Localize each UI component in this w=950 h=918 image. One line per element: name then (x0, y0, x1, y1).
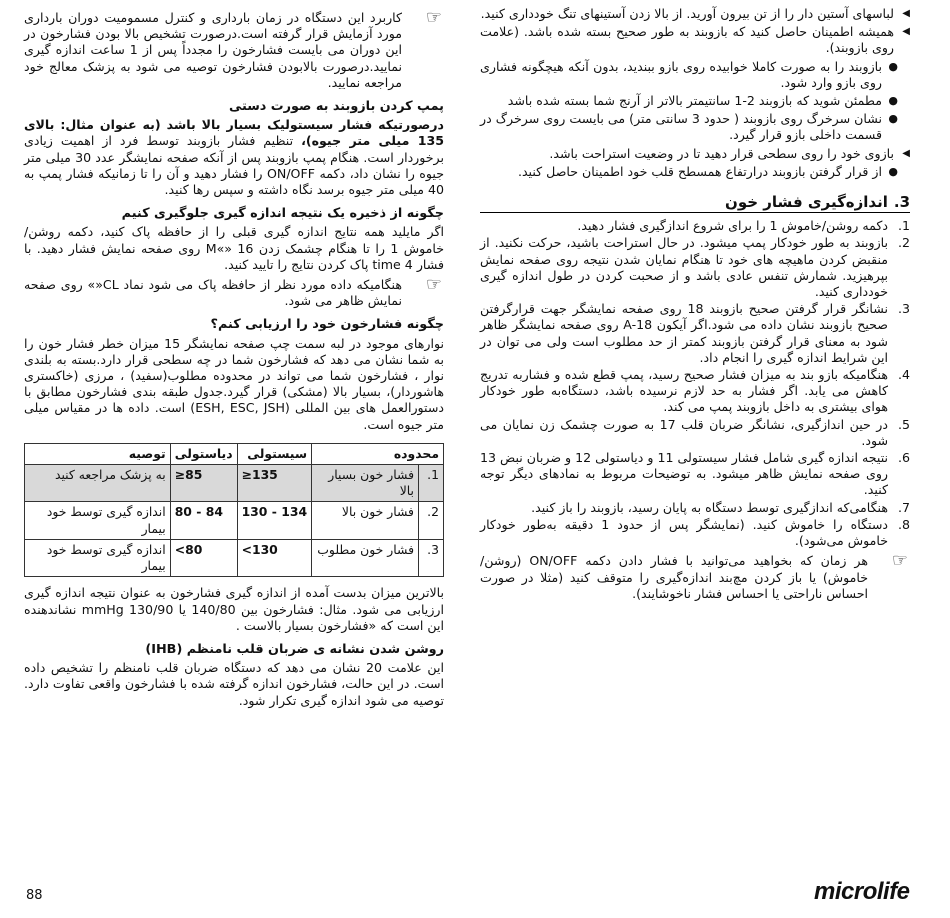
page-number: 88 (26, 888, 43, 903)
diastolic-cell: ≥85 (170, 465, 237, 502)
diastolic-cell: 80 - 84 (170, 502, 237, 539)
table-row (25, 465, 444, 502)
right-column (480, 6, 910, 608)
row-index: 1. (419, 465, 444, 502)
step-item (480, 367, 910, 416)
step-number: 2. (897, 235, 910, 251)
clear-memory-heading: چگونه از ذخیره یک نتیجه اندازه گیری جلوگیری کنیم (121, 206, 444, 222)
sub-bullet-item: ● نشان سرخرگ روی بازوبند ( حدود 3 سانتی متر) می بایست روی سرخرگ در قسمت داخلی بازو قرار گیرد. (480, 111, 898, 143)
recommendation-cell: اندازه گیری توسط خود بیمار (25, 502, 171, 539)
bullet-item: ◀ لباسهای آستین دار را از تن بیرون آورید. از بالا زدن آستینهای تنگ خودداری کنید. (480, 6, 910, 21)
step-text: دکمه روشن/خاموش 1 را برای شروع اندازگیری فشار دهید. (577, 218, 888, 234)
manual-pump-text: درصورتیکه فشار سیستولیک بسیار بالا باشد (به عنوان مثال: بالای 135 میلی متر جیوه)، تنظیم فشار بازوبند توسط فرد از اهمیت زیادی برخوردار است. هنگام پمپ بازوبند پس از آنکه صفحه نمایشگر عدد 30 میلی متر جیوه را نشان داد، دکمه ON/OFF را فشار دهید و آن را تا زمانیکه فشار پمپ به 40 میلی متر جیوه برسد نگاه داشته و سپس رها کنید. (24, 117, 445, 198)
blood-pressure-table (24, 443, 444, 577)
note-block: ☞ هر زمان که بخواهید می‌توانید با فشار دادن دکمه ON/OFF (روشن/خاموش) یا باز کردن مچ‌بند اندازه‌گیری را متوقف کنید (مثلا در صورت احساس ناراحتی یا احساس فشار ناخوشایند). (480, 550, 908, 601)
table-row (25, 539, 444, 576)
clear-memory-text: اگر مایلید همه نتایج اندازه گیری قبلی را از حافظه پاک کنید، دکمه روشن/خاموش 1 را تا هنگام چشمک زدن M«» 16 روی صفحه نمایش فشار دهید. با فشار time 4 پاک کردن نتایج را تایید کنید. (24, 224, 444, 272)
step-number: 5. (897, 416, 910, 432)
step-item (480, 218, 910, 234)
step-text: در حین اندازگیری، نشانگر ضربان قلب 17 به صورت چشمک زن نمایان می شود. (480, 416, 888, 448)
step-number: 1. (897, 218, 910, 234)
left-column (24, 6, 444, 713)
step-text: هنگامی‌که اندازگیری توسط دستگاه به پایان رسید، بازوبند را باز کنید. (531, 499, 888, 515)
recommendation-cell: به پزشک مراجعه کنید (25, 465, 171, 502)
dot-bullet-icon: ● (888, 59, 898, 73)
after-table-text: بالاترین میزان بدست آمده از اندازه گیری فشارخون به عنوان نتیجه اندازه گیری ارزیابی می شود. مثال: فشارخون بین 140/80 یا 130/90 mmHg نشاندهنده این است که «فشارخون بسیار بالاست . (24, 585, 444, 633)
step-number: 4. (897, 367, 910, 383)
step-number: 3. (897, 301, 910, 317)
step-item (480, 500, 910, 516)
microlife-logo: microlife (814, 878, 910, 905)
row-index: 3. (419, 539, 444, 576)
step-number: 6. (897, 450, 910, 466)
triangle-bullet-icon: ◀ (902, 26, 910, 38)
sub-bullet-item: ● از قرار گرفتن بازوبند درارتفاع همسطح قلب خود اطمینان حاصل کنید. (517, 163, 898, 179)
dot-bullet-icon: ● (888, 164, 898, 178)
step-item (480, 417, 910, 449)
step-item (480, 235, 910, 300)
pointing-hand-icon: ☞ (425, 274, 442, 296)
header-diastolic: دیاستولی (170, 443, 237, 464)
header-recommendation: توصیه (25, 443, 171, 464)
step-text: دستگاه را خاموش کنید. (نمایشگر پس از حدود 1 دقیقه به‌طور خودکار خاموش می‌شود). (480, 516, 888, 549)
row-index: 2. (419, 502, 444, 539)
step-text: بازوبند به طور خودکار پمپ میشود. در حال استراحت باشید، حرکت نکنید. از منقبض کردن ماهیچه های خود تا هنگام نمایان شدن نتیجه روی صفحه نمایش بپرهیزید. شمارش تنفس عادی باشد و از صحبت کردن در طول اندازه گیری خودداری کنید. (480, 235, 888, 300)
triangle-bullet-icon: ◀ (902, 8, 910, 19)
step-number: 8. (897, 516, 910, 532)
step-item (480, 517, 910, 549)
table-row (25, 502, 444, 539)
header-range: محدوده (312, 443, 444, 464)
bullet-item: ◀ بازوی خود را روی سطحی قرار دهید تا در وضعیت استراحت باشد. (549, 145, 910, 161)
systolic-cell: ≥135 (237, 465, 312, 502)
section-heading (480, 194, 910, 213)
step-text: نتیجه اندازه گیری شامل فشار سیستولی 11 و دیاستولی 12 و ضربان نبض 13 روی صفحه نمایش ظاهر میشود. به توضیحات مربوط به نمادهای دیگر توجه کنید. (480, 450, 889, 498)
range-cell: فشار خون مطلوب (312, 539, 419, 576)
pointing-hand-icon: ☞ (425, 7, 442, 28)
note-block: ☞ کاربرد این دستگاه در زمان بارداری و کنترل مسمومیت دوران بارداری مورد آزمایش قرار گرفته است.درصورت تشخیص بالا بودن فشارخون در این دوران می بایست فشارخون را مجدداً پس از 1 ساعت اندازه گیری نمایید.درصورت بالابودن فشارخون توصیه می شود به پزشک معالج خود مراجعه نمایید. (24, 7, 442, 90)
range-cell: فشار خون بسیار بالا (312, 465, 419, 502)
section-title: اندازه‌گیری فشار خون (725, 193, 888, 212)
steps-list (480, 218, 910, 549)
section-number: 3. (893, 193, 910, 212)
note-block: ☞ هنگامیکه داده مورد نظر از حافظه پاک می شود نماد CL«» روی صفحه نمایش ظاهر می شود. (24, 274, 442, 309)
sub-bullet-item: ● بازوبند را به صورت کاملا خوابیده روی بازو ببندید، بدون آنکه هیچگونه فشاری روی بازو وارد شود. (480, 58, 898, 90)
table-header-row (25, 443, 444, 464)
evaluate-heading: چگونه فشارخون خود را ارزیابی کنم؟ (210, 317, 444, 333)
step-text: نشانگر قرار گرفتن صحیح بازوبند 18 روی صفحه نمایشگر جهت قرارگرفتن صحیح بازوبند نشان داده می شود.اگر آیکون A-18 روی صفحه نمایشگر ظاهر شود به معنای قرار گرفتن بازوبند کمتر از حد مطلوب است ولی می توان در این شرایط اندازه گیری را انجام داد. (480, 301, 888, 365)
step-item (480, 450, 910, 499)
diastolic-cell: <80 (170, 539, 237, 576)
bullet-item: ◀ همیشه اطمینان حاصل کنید که بازوبند به طور صحیح بسته شده باشد. (علامت روی بازوبند). (480, 24, 910, 56)
evaluate-text: نوارهای موجود در لبه سمت چپ صفحه نمایشگر 15 میزان خطر فشار خون را به شما نشان می دهد که فشارخون شما در چه سطحی قرار دارد.بسته به بلندی نوار ، فشارخون شما می تواند در محدوده مطلوب(سفید) ، مرزی (خاکستری هاشوردار)، بسیار بالا (مشکی) قرار گیرد.جدول طبقه بندی فشارخون مطابق با دستورالعمل های بین المللی (ESH, ESC, JSH) است. داده ها در مقیاس میلی متر جیوه است. (24, 335, 444, 432)
dot-bullet-icon: ● (888, 94, 898, 108)
manual-pump-heading: پمپ کردن بازوبند به صورت دستی (229, 99, 444, 115)
step-text: هنگامیکه بازو بند به میزان فشار صحیح رسید، پمپ قطع شده و فشاربه تدریج کاهش می یابد. اگر فشار به حد لازم نرسیده باشد، دستگاه‌به طور خودکار هوای بیشتری به داخل بازوبند پمپ می کند. (480, 367, 888, 415)
pointing-hand-icon: ☞ (891, 550, 908, 572)
systolic-cell: 130 - 134 (237, 502, 312, 539)
triangle-bullet-icon: ◀ (902, 147, 910, 159)
header-systolic: سیستولی (237, 443, 312, 464)
recommendation-cell: اندازه گیری توسط خود بیمار (25, 539, 171, 576)
ihb-heading: روشن شدن نشانه ی ضربان قلب نامنظم (IHB) (145, 641, 444, 657)
range-cell: فشار خون بالا (312, 502, 419, 539)
ihb-text: این علامت 20 نشان می دهد که دستگاه ضربان قلب نامنظم را تشخیص داده است. در این حالت، فشارخون اندازه گرفته شده با فشارخون واقعی تفاوت دارد. توصیه می شود اندازه گیری تکرار شود. (24, 660, 444, 708)
systolic-cell: <130 (237, 539, 312, 576)
step-item (480, 301, 910, 366)
sub-bullet-item: ● مطمئن شوید که بازوبند 2-1 سانتیمتر بالاتر از آرنج شما بسته شده باشد (507, 93, 898, 109)
dot-bullet-icon: ● (888, 112, 898, 126)
step-number: 7. (897, 499, 910, 515)
